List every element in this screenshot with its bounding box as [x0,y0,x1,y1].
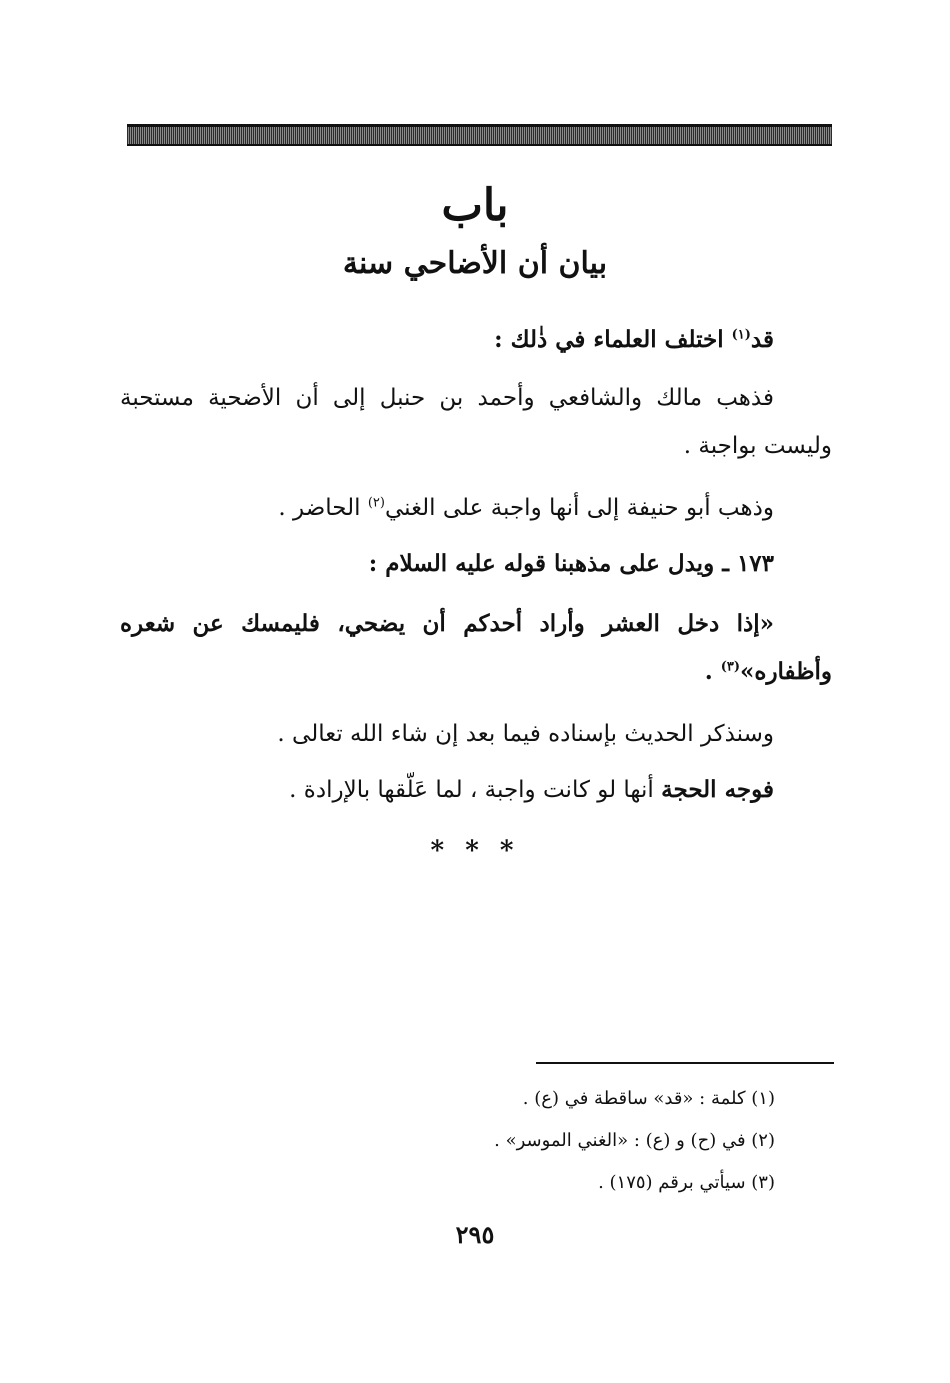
paragraph-hadith-number: ١٧٣ ـ ويدل على مذهبنا قوله عليه السلام : [368,550,774,577]
chapter-heading: باب [441,180,509,231]
p1-lead: قد [750,326,774,353]
section-separator: * * * [430,836,520,866]
footnote-2: (٢) في (ح) و (ع) : «الغني الموسر» . [494,1130,775,1151]
footnotes [120,1078,775,1204]
hadith-text: «إذا دخل العشر وأراد أحدكم أن يضحي، فليمسك عن شعره وأظفاره» [120,610,832,685]
footnote-divider [536,1062,834,1064]
paragraph-3 [120,484,832,532]
footnote-ref-1: (١) [731,327,751,343]
p7-rest: أنها لو كانت واجبة ، لما عَلّقها بالإرادة . [289,777,662,803]
footnote-1: (١) كلمة : «قد» ساقطة في (ع) . [522,1088,775,1109]
paragraph-7 [120,766,832,814]
header-ornamental-rule [127,124,832,146]
footnote-ref-3: (٣) [720,659,741,675]
chapter-subtitle: بيان أن الأضاحي سنة [342,246,608,281]
p7-lead: فوجه الحجة [661,776,774,803]
p1-rest: اختلف العلماء في ذٰلك : [494,326,732,353]
footnote-3: (٣) سيأتي برقم (١٧٥) . [598,1172,775,1193]
paragraph-6: وسنذكر الحديث بإسناده فيما بعد إن شاء الله تعالى . [277,721,774,747]
paragraph-1 [120,316,832,364]
hadith-end: . [704,658,721,685]
p3-text-b: الحاضر . [278,495,368,521]
footnote-ref-2: (٢) [367,495,385,511]
p3-text-a: وذهب أبو حنيفة إلى أنها واجبة على الغني [384,495,774,521]
paragraph-hadith-text [120,600,832,696]
paragraph-2: فذهب مالك والشافعي وأحمد بن حنبل إلى أن الأضحية مستحبة وليست بواجبة . [120,385,832,459]
page-number: ٢٩٥ [455,1220,495,1249]
